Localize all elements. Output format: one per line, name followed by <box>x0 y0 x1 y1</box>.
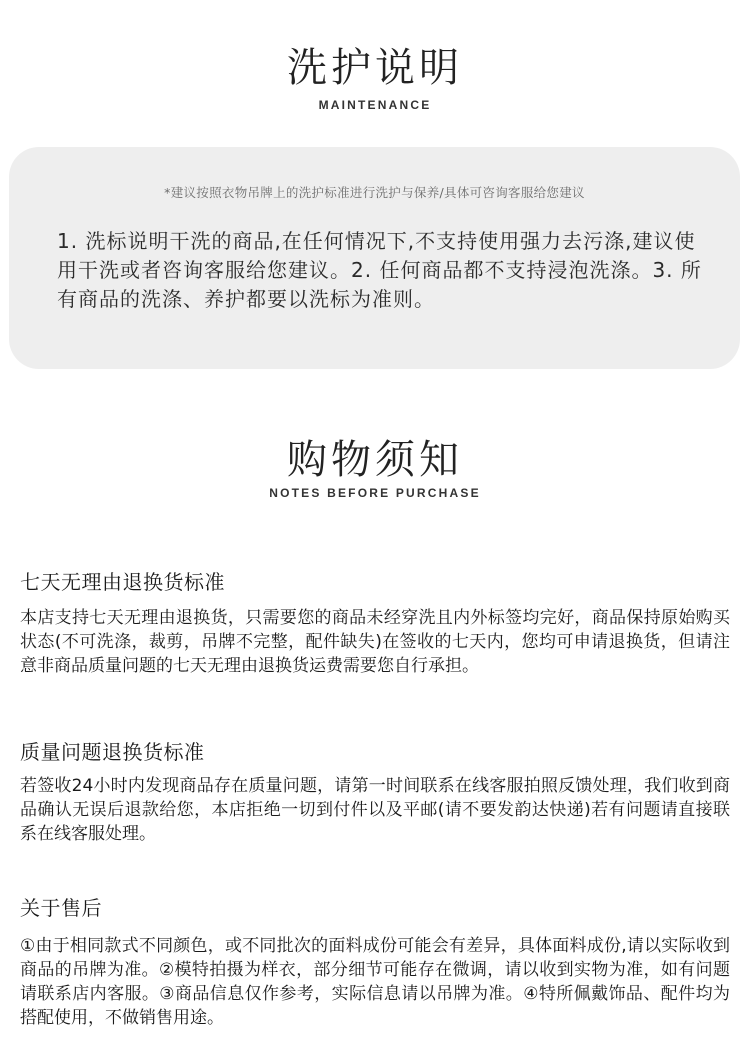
section-heading-after-sales: 关于售后 <box>20 896 102 920</box>
section-body-after-sales: ①由于相同款式不同颜色，或不同批次的面料成份可能会有差异，具体面料成份,请以实际收到商品的吊牌为准。②模特拍摄为样衣，部分细节可能存在微调，请以收到实物为准，如有问题请联系店内客服。③商品信息仅作参考，实际信息请以吊牌为准。④特所佩戴饰品、配件均为搭配使用，不做销售用途。 <box>20 936 730 1028</box>
maintenance-panel <box>9 147 740 369</box>
maintenance-body: 1. 洗标说明干洗的商品,在任何情况下,不支持使用强力去污涤,建议使用干洗或者咨询客服给您建议。2. 任何商品都不支持浸泡洗涤。3. 所有商品的洗涤、养护都要以洗标为准则。 <box>57 229 702 311</box>
section-body-quality-issues: 若签收24小时内发现商品存在质量问题，请第一时间联系在线客服拍照反馈处理，我们收到商品确认无误后退款给您，本店拒绝一切到付件以及平邮(请不要发韵达快递)若有问题请直接联系在线客服处理。 <box>20 776 730 844</box>
purchase-subtitle: NOTES BEFORE PURCHASE <box>269 486 481 500</box>
maintenance-subtitle: MAINTENANCE <box>318 98 432 112</box>
section-body-return-policy: 本店支持七天无理由退换货，只需要您的商品未经穿洗且内外标签均完好，商品保持原始购买状态(不可洗涤，裁剪，吊牌不完整，配件缺失)在签收的七天内，您均可申请退换货，但请注意非商品质量问题的七天无理由退换货运费需要您自行承担。 <box>20 608 730 676</box>
maintenance-note: *建议按照衣物吊牌上的洗护标准进行洗护与保养/具体可咨询客服给您建议 <box>164 185 585 200</box>
section-heading-return-policy: 七天无理由退换货标准 <box>20 570 225 594</box>
purchase-title: 购物须知 <box>287 437 463 483</box>
maintenance-title: 洗护说明 <box>287 45 463 91</box>
section-heading-quality-issues: 质量问题退换货标准 <box>20 740 205 764</box>
